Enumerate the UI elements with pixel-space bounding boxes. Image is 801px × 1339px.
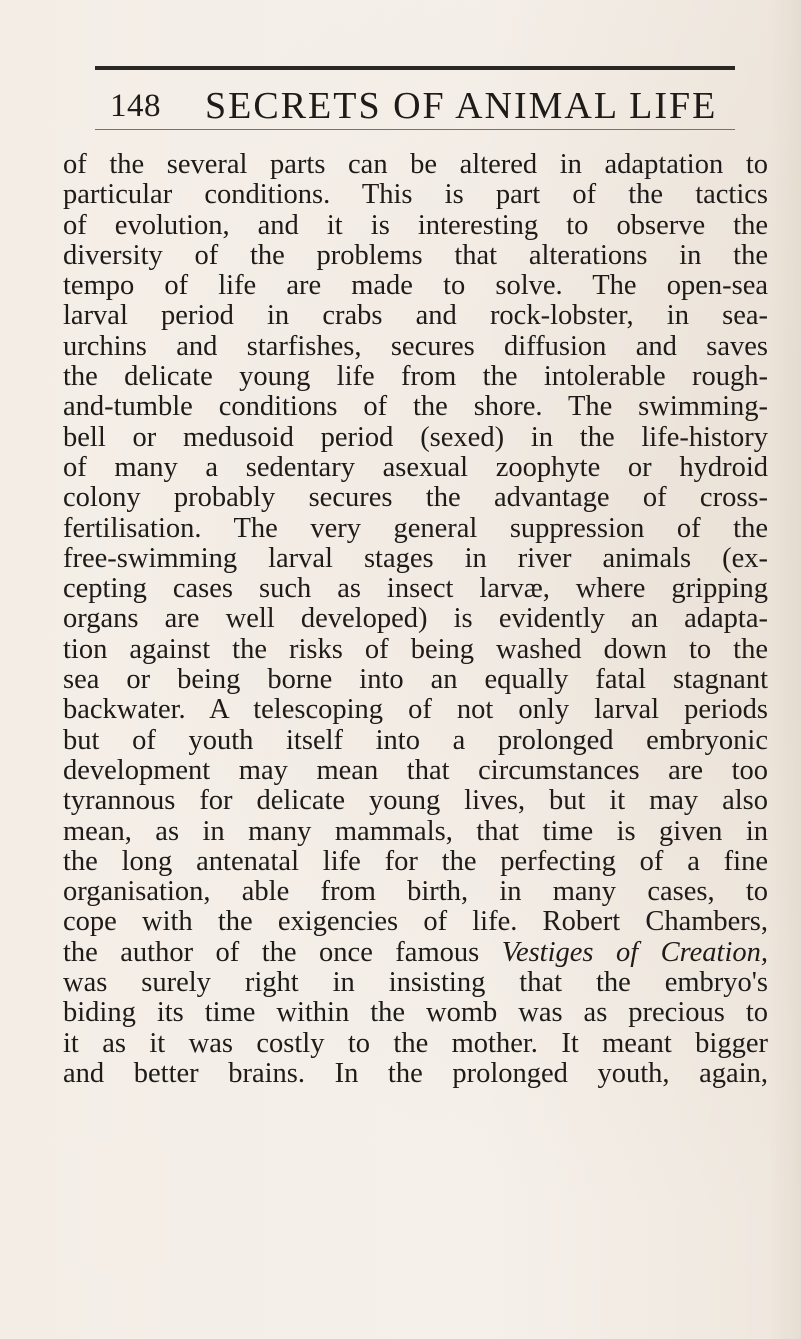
text-line: tyrannous for delicate young lives, but it may also (63, 785, 768, 817)
top-rule (95, 66, 735, 70)
text-line: and better brains. In the prolonged youth, again, (63, 1057, 768, 1089)
text-line: free-swimming larval stages in river animals (ex- (63, 542, 768, 574)
body-text (63, 150, 773, 1089)
text-line: of evolution, and it is interesting to observe the (63, 209, 768, 241)
text-line: diversity of the problems that alterations in the (63, 239, 768, 271)
text-line: organs are well developed) is evidently an adapta- (63, 603, 768, 635)
page-number: 148 (110, 88, 161, 124)
running-head: SECRETS OF ANIMAL LIFE (205, 85, 718, 127)
text-line: tion against the risks of being washed down to the (63, 633, 768, 665)
text-line: was surely right in insisting that the embryo's (63, 967, 768, 999)
text-line: and-tumble conditions of the shore. The swimming- (63, 391, 768, 423)
text-line: of the several parts can be altered in adaptation to (63, 149, 768, 180)
book-title: Vestiges of Creation, (501, 936, 769, 968)
header-rule (95, 129, 735, 130)
text-line-with-title (63, 938, 768, 968)
text-line: urchins and starfishes, secures diffusion and saves (63, 330, 768, 362)
text-line: sea or being borne into an equally fatal stagnant (63, 664, 768, 696)
text-line: but of youth itself into a prolonged embryonic (63, 724, 768, 756)
text-line: larval period in crabs and rock-lobster, in sea- (63, 300, 768, 332)
text-line: organisation, able from birth, in many cases, to (63, 876, 768, 908)
text-line: fertilisation. The very general suppression of the (63, 512, 768, 544)
text-line: it as it was costly to the mother. It meant bigger (63, 1027, 768, 1059)
text-line: colony probably secures the advantage of cross- (63, 482, 768, 514)
page-header (110, 80, 730, 128)
text-line: backwater. A telescoping of not only larval periods (63, 694, 768, 726)
text-line: tempo of life are made to solve. The open-sea (63, 270, 768, 302)
text-line: cepting cases such as insect larvæ, where gripping (63, 573, 768, 605)
text-line: the delicate young life from the intolerable rough- (63, 361, 768, 393)
text-line: particular conditions. This is part of the tactics (63, 179, 768, 211)
text-line: cope with the exigencies of life. Robert Chambers, (63, 906, 768, 938)
text-line-prefix: the author of the once famous (63, 936, 480, 968)
text-line: bell or medusoid period (sexed) in the life-history (63, 421, 768, 453)
text-line: of many a sedentary asexual zoophyte or hydroid (63, 451, 768, 483)
text-line: biding its time within the womb was as precious to (63, 997, 768, 1029)
text-line: mean, as in many mammals, that time is given in (63, 815, 768, 847)
text-line: the long antenatal life for the perfecting of a fine (63, 845, 768, 877)
text-line: development may mean that circumstances are too (63, 754, 768, 786)
